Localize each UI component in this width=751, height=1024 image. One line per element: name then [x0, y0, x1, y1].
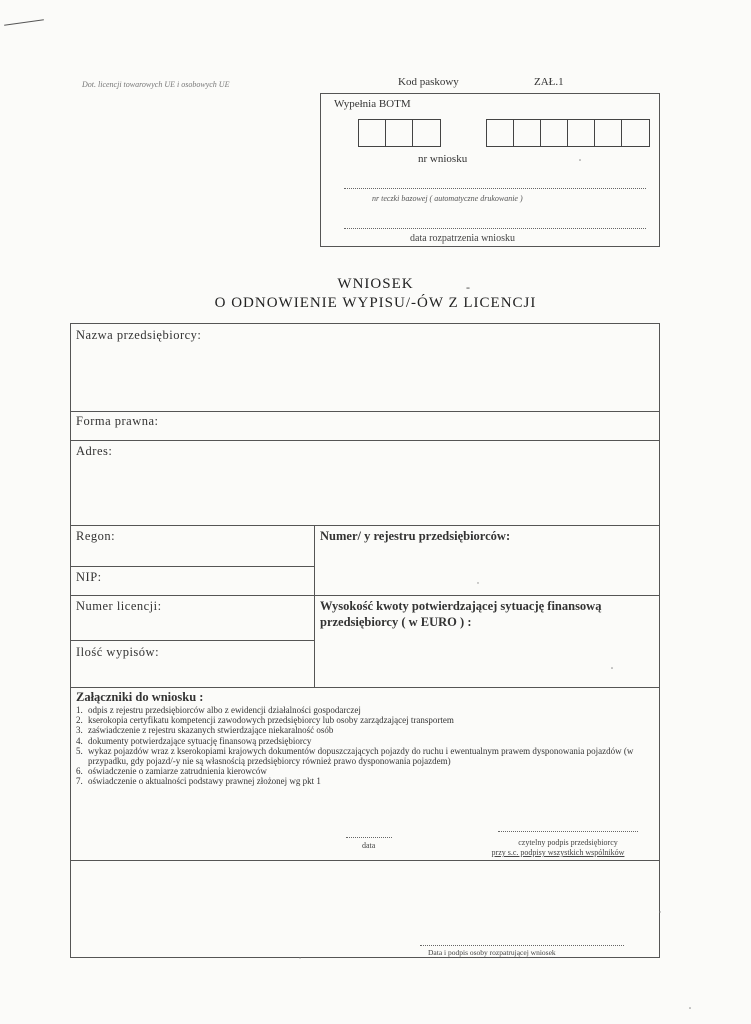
number-cell — [359, 120, 386, 146]
register-number-label: Numer/ y rejestru przedsiębiorców: — [320, 529, 511, 543]
attachments-title: Załączniki do wniosku : — [76, 690, 204, 704]
number-cell — [568, 120, 595, 146]
list-item-text: oświadczenie o zamiarze zatrudnienia kierowców — [88, 766, 267, 777]
financial-standing-label: Wysokość kwoty potwierdzającej sytuację finansową przedsiębiorcy ( w EURO ) : — [320, 599, 602, 629]
application-number-label: nr wniosku — [418, 153, 468, 165]
row-divider — [70, 595, 660, 596]
number-cell — [386, 120, 413, 146]
list-item — [76, 766, 656, 776]
company-name-label: Nazwa przedsiębiorcy: — [76, 328, 202, 342]
attachments-list — [76, 705, 656, 787]
document-subtitle: O ODNOWIENIE WYPISU/-ÓW Z LICENCJI — [214, 295, 537, 311]
list-item-text: odpis z rejestru przedsiębiorców albo z ewidencji działalności gospodarczej — [88, 705, 361, 715]
partners-signature-label: przy s.c. podpisy wszystkich wspólników — [491, 848, 625, 857]
list-item-number: 7. — [76, 776, 83, 787]
dotted-line — [344, 228, 646, 229]
list-item — [76, 736, 656, 746]
list-item-number: 6. — [76, 766, 83, 777]
nip-label: NIP: — [76, 570, 102, 584]
number-cell — [514, 120, 541, 146]
application-number-cells-b — [486, 119, 650, 147]
address-label: Adres: — [76, 444, 113, 458]
list-item-text: zaświadczenie z rejestru skazanych stwierdzające niekaralność osób — [88, 725, 334, 736]
extracts-count-label: Ilość wypisów: — [76, 645, 160, 659]
list-item-number: 3. — [76, 725, 83, 736]
corner-mark — [4, 19, 44, 26]
list-item — [76, 725, 656, 735]
attachment-number: ZAŁ.1 — [534, 76, 564, 88]
barcode-label: Kod paskowy — [398, 76, 459, 88]
number-cell — [622, 120, 649, 146]
list-item — [76, 705, 656, 715]
application-number-cells-a — [358, 119, 441, 147]
office-use-label: Wypełnia BOTM — [334, 98, 411, 110]
applicant-signature-label: czytelny podpis przedsiębiorcy — [518, 838, 618, 847]
list-item-number: 5. — [76, 745, 83, 756]
title-mark: - — [466, 280, 470, 294]
number-cell — [487, 120, 514, 146]
list-item-text: kserokopia certyfikatu kompetencji zawodowych przedsiębiorcy lub osoby zarządzającej transportem — [88, 715, 454, 726]
legal-form-label: Forma prawna: — [76, 414, 159, 428]
regon-label: Regon: — [76, 529, 116, 543]
number-cell — [541, 120, 568, 146]
date-label: data — [362, 841, 376, 850]
row-divider — [70, 440, 660, 441]
list-item-text: oświadczenie o aktualności podstawy prawnej złożonej wg pkt 1 — [88, 776, 321, 787]
list-item-number: 4. — [76, 735, 83, 746]
dotted-line — [346, 837, 392, 838]
dotted-line — [420, 945, 624, 946]
office-use-box — [320, 93, 660, 247]
row-divider — [70, 687, 660, 688]
list-item — [76, 776, 656, 786]
reviewer-signature-label: Data i podpis osoby rozpatrującej wniosek — [428, 948, 556, 957]
number-cell — [595, 120, 622, 146]
base-folder-number-label: nr teczki bazowej ( automatyczne drukowanie ) — [372, 194, 523, 203]
row-divider — [70, 640, 315, 641]
row-divider — [70, 566, 315, 567]
dotted-line — [344, 188, 646, 189]
row-divider — [70, 525, 660, 526]
license-number-label: Numer licencji: — [76, 599, 162, 613]
row-divider — [70, 860, 660, 861]
list-item — [76, 746, 656, 766]
license-type-note: Dot. licencji towarowych UE i osobowych UE — [82, 80, 230, 89]
list-item-number: 2. — [76, 715, 83, 726]
dotted-line — [498, 831, 638, 832]
list-item — [76, 715, 656, 725]
list-item-number: 1. — [76, 705, 83, 715]
column-divider — [314, 526, 315, 688]
list-item-text: dokumenty potwierdzające sytuację finansową przedsiębiorcy — [88, 735, 312, 746]
row-divider — [70, 411, 660, 412]
list-item-text: wykaz pojazdów wraz z kserokopiami krajowych dokumentów dopuszczających pojazdy do ruchu i ewentualnym prawem dysponowania pojazdów (w przypadku, gdy pojazd/-y nie są własnością przedsiębiorcy również prawo dysponowania pojazdem) — [88, 745, 634, 767]
review-date-label: data rozpatrzenia wniosku — [410, 233, 515, 244]
number-cell — [413, 120, 440, 146]
document-title: WNIOSEK — [337, 276, 414, 292]
